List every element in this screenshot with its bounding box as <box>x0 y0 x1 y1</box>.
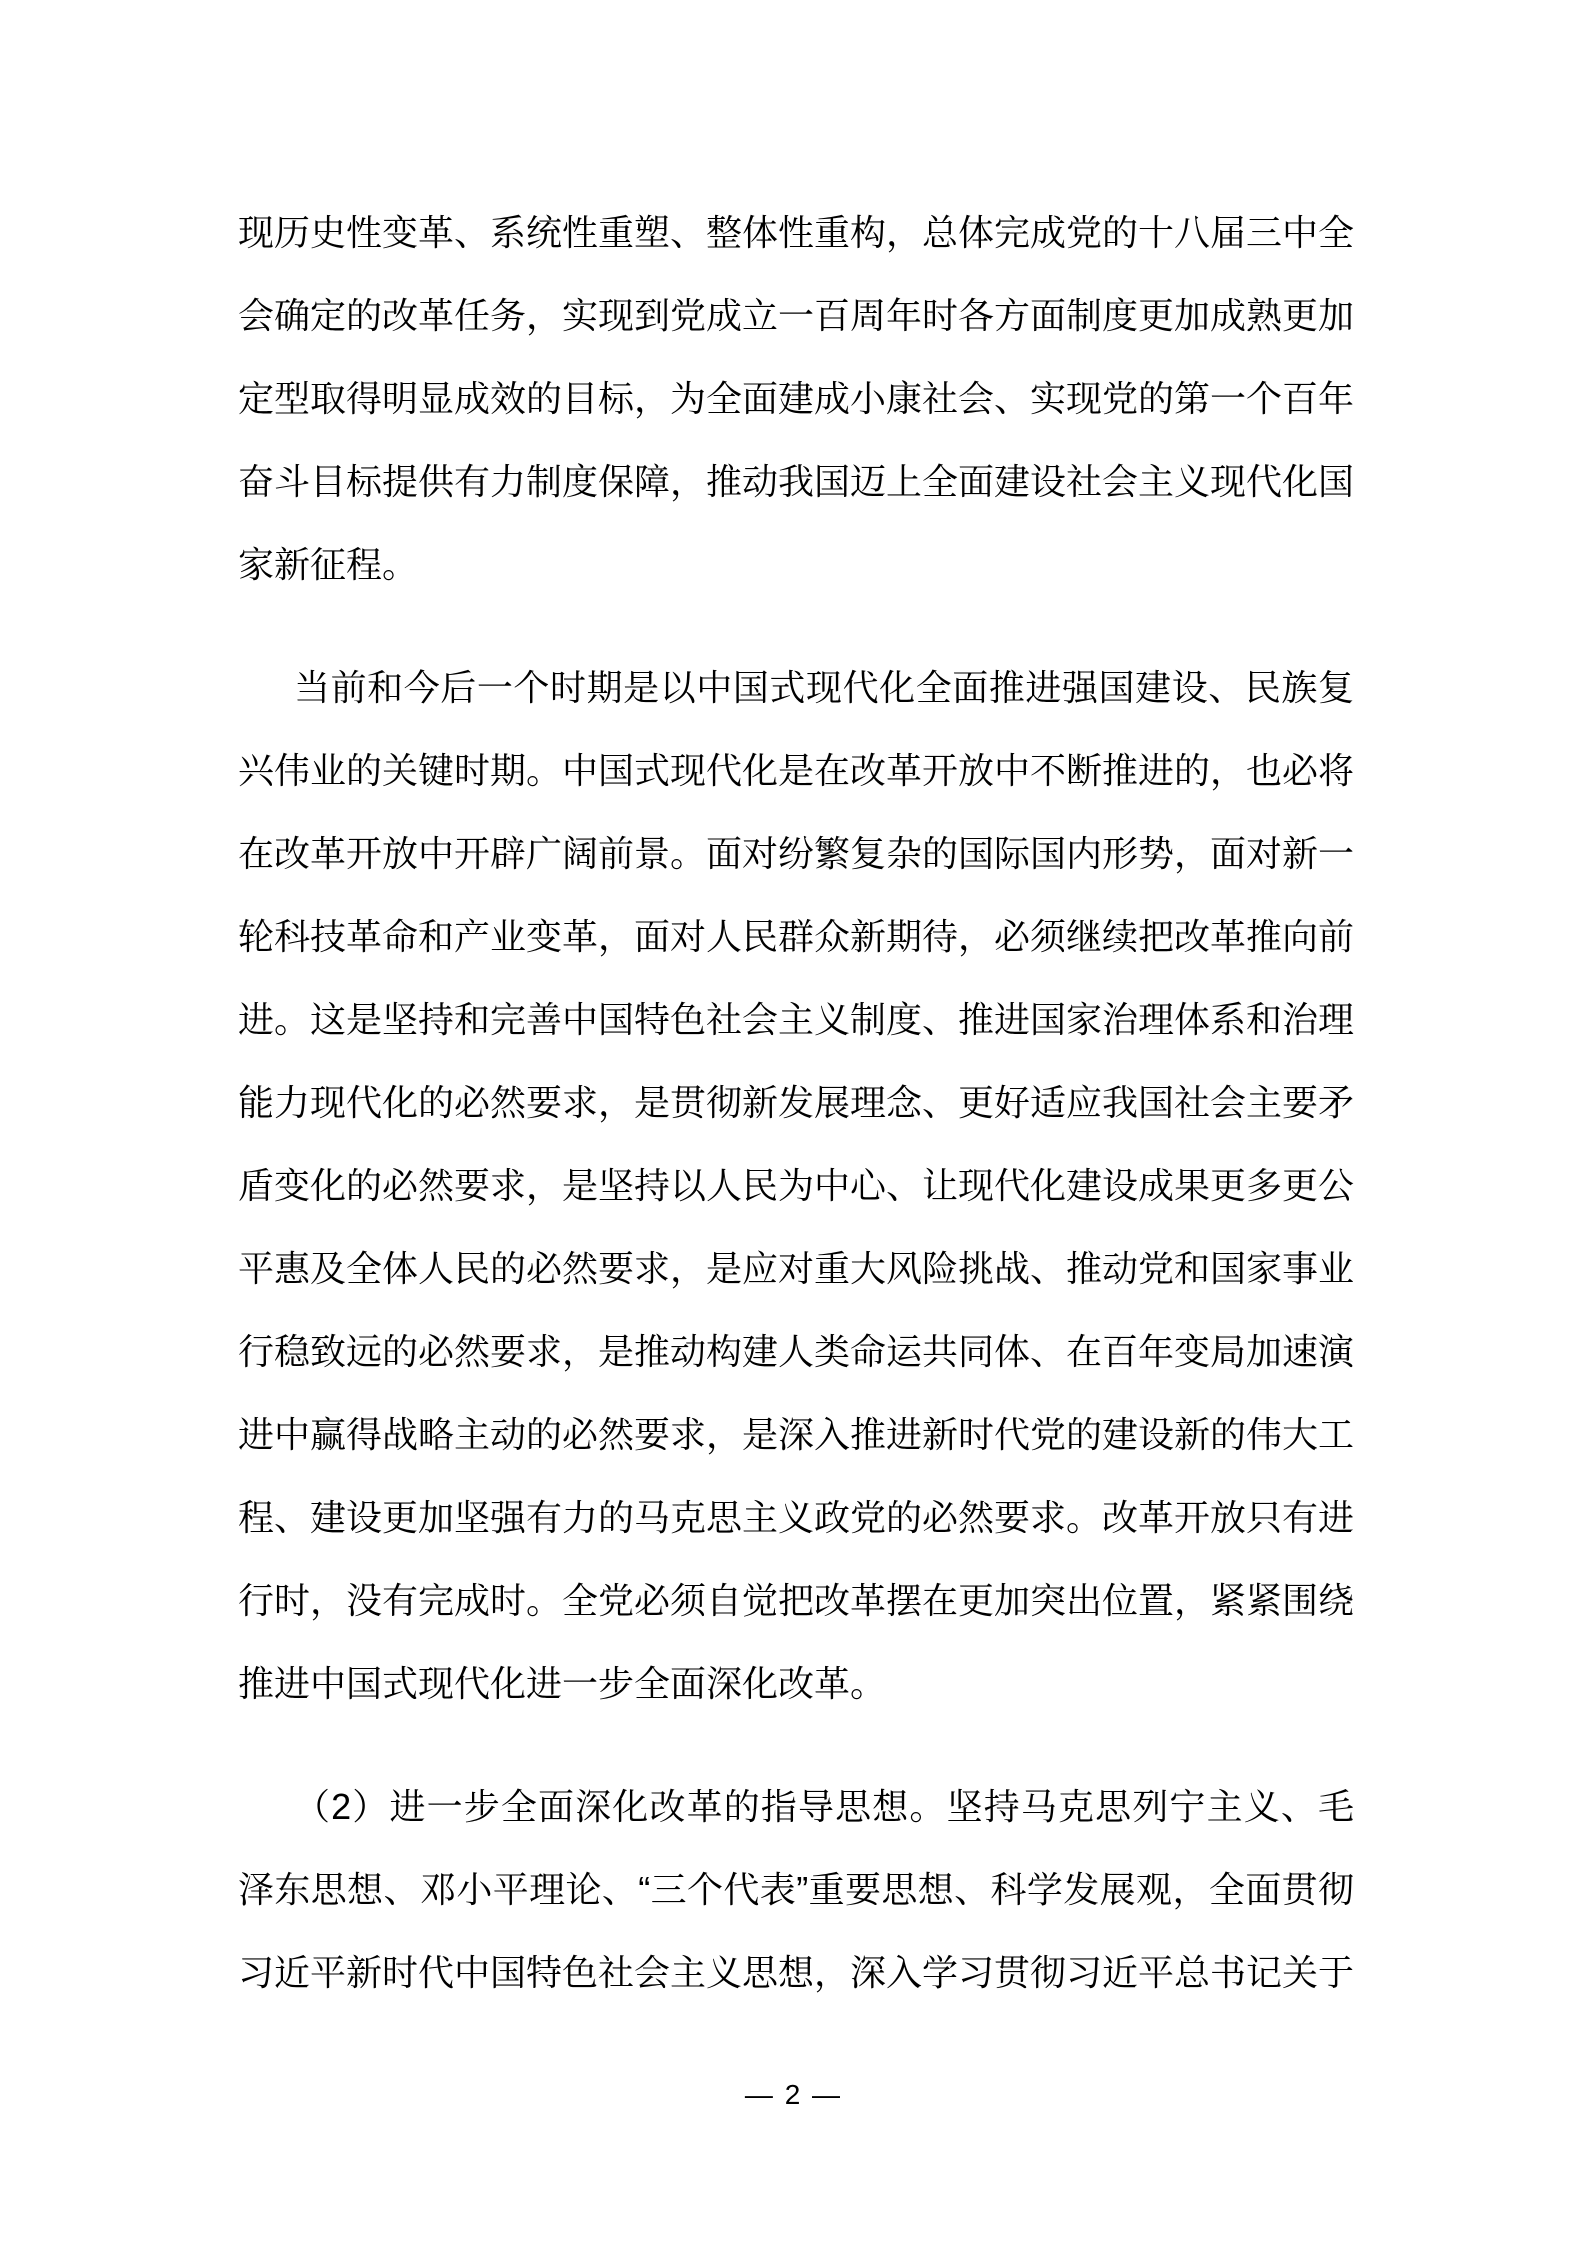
body-paragraph-1: 现历史性变革、系统性重塑、整体性重构，总体完成党的十八届三中全会确定的改革任务，实现到党成立一百周年时各方面制度更加成熟更加定型取得明显成效的目标，为全面建成小康社会、实现党的第一个百年奋斗目标提供有力制度保障，推动我国迈上全面建设社会主义现代化国家新征程。 <box>238 212 1355 585</box>
page-number: — 2 — <box>744 2079 843 2110</box>
body-paragraph-3: （2）进一步全面深化改革的指导思想。坚持马克思列宁主义、毛泽东思想、邓小平理论、“三个代表”重要思想、科学发展观，全面贯彻习近平新时代中国特色社会主义思想，深入学习贯彻习近平总书记关于 <box>238 1786 1355 1993</box>
body-paragraph-2: 当前和今后一个时期是以中国式现代化全面推进强国建设、民族复兴伟业的关键时期。中国式现代化是在改革开放中不断推进的，也必将在改革开放中开辟广阔前景。面对纷繁复杂的国际国内形势，面对新一轮科技革命和产业变革，面对人民群众新期待，必须继续把改革推向前进。这是坚持和完善中国特色社会主义制度、推进国家治理体系和治理能力现代化的必然要求，是贯彻新发展理念、更好适应我国社会主要矛盾变化的必然要求，是坚持以人民为中心、让现代化建设成果更多更公平惠及全体人民的必然要求，是应对重大风险挑战、推动党和国家事业行稳致远的必然要求，是推动构建人类命运共同体、在百年变局加速演进中赢得战略主动的必然要求，是深入推进新时代党的建设新的伟大工程、建设更加坚强有力的马克思主义政党的必然要求。改革开放只有进行时，没有完成时。全党必须自觉把改革摆在更加突出位置，紧紧围绕推进中国式现代化进一步全面深化改革。 <box>238 667 1355 1704</box>
text-block <box>238 191 1354 2054</box>
